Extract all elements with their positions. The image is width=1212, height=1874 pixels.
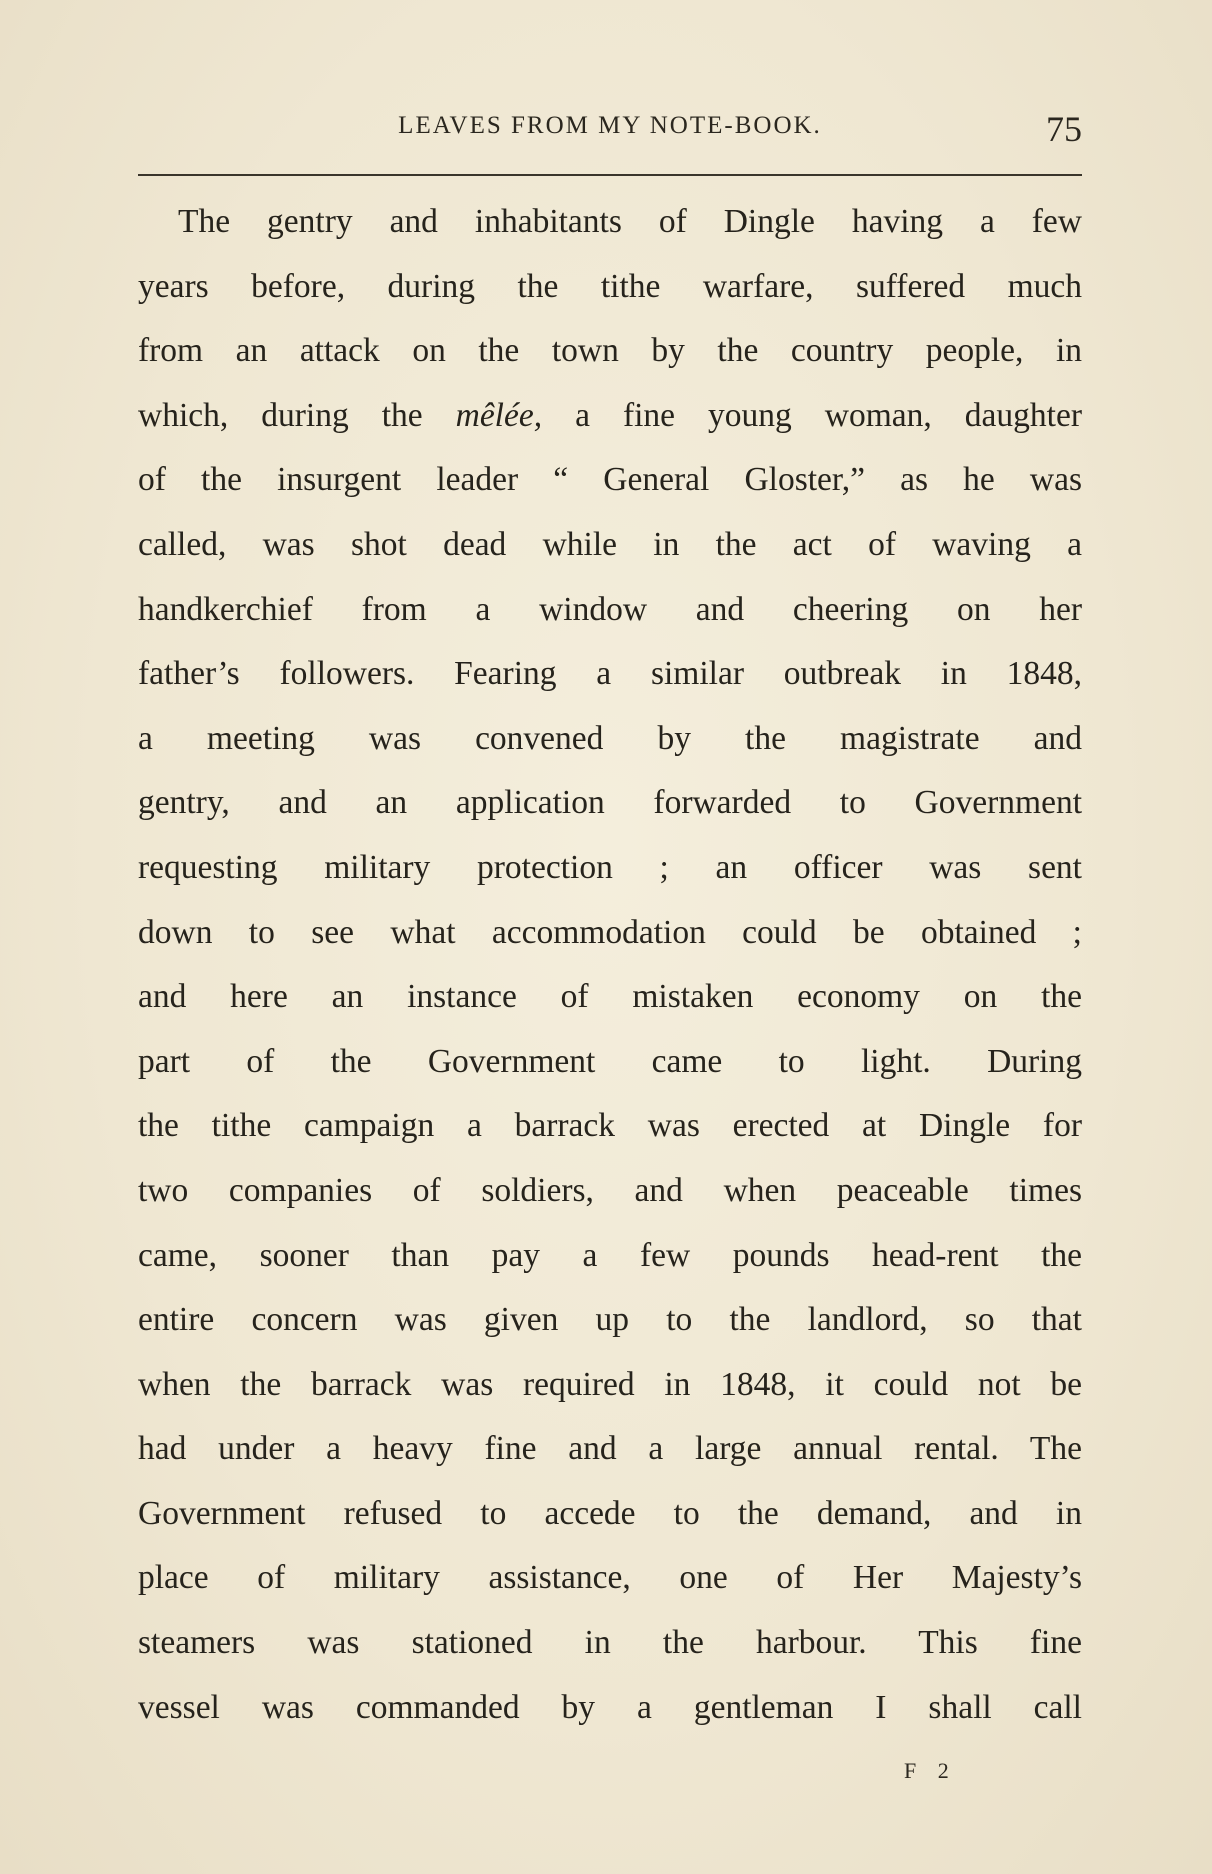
text-line-6: called, was shot dead while in the act of waving a	[138, 525, 1082, 563]
text-line-5: of the insurgent leader “ General Gloster,” as he was	[138, 461, 1082, 499]
text-line-15: the tithe campaign a barrack was erected at Dingle for	[138, 1107, 1082, 1145]
text-line-12: down to see what accommodation could be obtained ;	[138, 913, 1082, 951]
running-title: LEAVES FROM MY NOTE-BOOK.	[398, 112, 822, 139]
text-line-7: handkerchief from a window and cheering on her	[138, 590, 1082, 628]
text-line-16: two companies of soldiers, and when peaceable times	[138, 1171, 1082, 1209]
text-line-24: vessel was commanded by a gentleman I shall call	[138, 1688, 1082, 1726]
text-line-8: father’s followers. Fearing a similar outbreak in 1848,	[138, 655, 1082, 693]
text-line-19: when the barrack was required in 1848, it could not be	[138, 1365, 1082, 1403]
body-text	[138, 190, 1082, 1740]
text-line-4-start: which, during the	[138, 396, 456, 434]
page-header	[138, 108, 1082, 158]
text-line-14: part of the Government came to light. During	[138, 1042, 1082, 1080]
text-line-2: years before, during the tithe warfare, suffered much	[138, 267, 1082, 305]
text-line-4	[138, 384, 1082, 449]
text-line-20: had under a heavy fine and a large annual rental. The	[138, 1430, 1082, 1468]
text-line-10: gentry, and an application forwarded to Government	[138, 784, 1082, 822]
text-line-11: requesting military protection ; an officer was sent	[138, 848, 1082, 886]
page-number: 75	[1046, 109, 1082, 149]
text-line-4-end: a fine young woman, daughter	[542, 396, 1082, 434]
text-line-9: a meeting was convened by the magistrate and	[138, 719, 1082, 757]
text-line-13: and here an instance of mistaken economy on the	[138, 978, 1082, 1016]
text-line-21: Government refused to accede to the demand, and in	[138, 1494, 1082, 1532]
text-line-22: place of military assistance, one of Her Majesty’s	[138, 1559, 1082, 1597]
italic-word-melee: mêlée,	[455, 396, 543, 434]
text-line-3: from an attack on the town by the country people, in	[138, 332, 1082, 370]
header-rule	[138, 174, 1082, 176]
text-line-17: came, sooner than pay a few pounds head-rent the	[138, 1236, 1082, 1274]
signature-mark: F 2	[904, 1758, 957, 1783]
text-line-23: steamers was stationed in the harbour. This fine	[138, 1624, 1082, 1662]
text-line-1: The gentry and inhabitants of Dingle having a few	[178, 203, 1082, 240]
text-line-18: entire concern was given up to the landlord, so that	[138, 1301, 1082, 1339]
